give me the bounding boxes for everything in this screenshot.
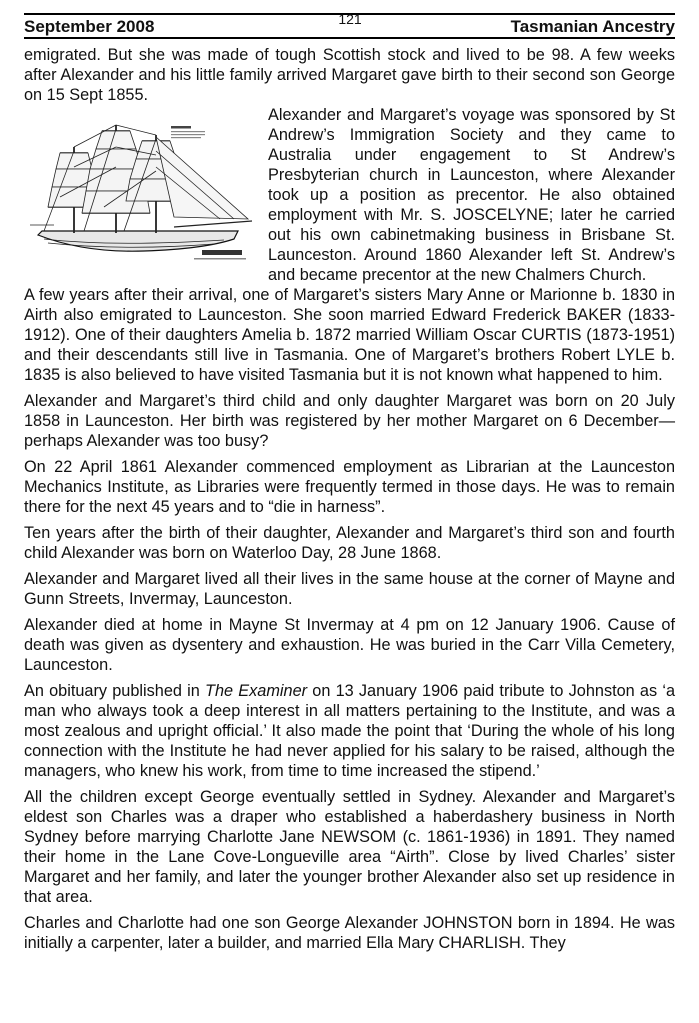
paragraph: Alexander and Margaret lived all their lives in the same house at the corner of Mayne and Gunn Streets, Invermay, Launceston. (24, 570, 675, 608)
header-rule-bottom (24, 37, 675, 39)
paragraph: emigrated. But she was made of tough Scottish stock and lived to be 98. A few weeks after Alexander and his little family arrived Margaret gave birth to their second son George on 15 Sept 1855. (24, 46, 675, 104)
paragraph: Ten years after the birth of their daughter, Alexander and Margaret’s third son and fourth child Alexander was born on Waterloo Day, 28 June 1868. (24, 524, 675, 562)
paragraph: On 22 April 1861 Alexander commenced employment as Librarian at the Launceston Mechanics Institute, as Libraries were frequently termed in those days. He was to remain there for the next 45 years and to “die in harness”. (24, 458, 675, 516)
paragraph: Charles and Charlotte had one son George Alexander JOHNSTON born in 1894. He was initially a carpenter, later a builder, and married Ella Mary CHARLISH. They (24, 914, 675, 952)
ship-illustration (24, 107, 260, 272)
paragraph: Alexander and Margaret’s third child and only daughter Margaret was born on 20 July 1858 in Launceston. Her birth was registered by her mother Margaret on 6 December—perhaps Alexander was too busy? (24, 392, 675, 450)
paragraph: All the children except George eventually settled in Sydney. Alexander and Margaret’s eldest son Charles was a draper who established a haberdashery business in North Sydney before marrying Charlotte Jane NEWSOM (c. 1861-1936) in 1891. They named their home in the Lane Cove-Longueville area “Airth”. Close by lived Charles’ sister Margaret and her family, and later the younger brother Alexander also set up residence in that area. (24, 788, 675, 906)
page-number: 121 (338, 11, 362, 27)
ship-drawing (24, 107, 260, 272)
paragraph: Alexander and Margaret’s voyage was sponsored by St Andrew’s Immigration Society and they came to Australia under engagement to St Andrew’s Presbyterian church in Launceston, where Alexander took up a position as precentor. He also obtained employment with Mr. S. JOSCELYNE; later he carried out his own cabinetmaking business in Brisbane St. Launceston. Around 1860 Alexander left St. Andrew’s and became precentor at the new Chalmers Church. (268, 106, 675, 284)
issue-date: September 2008 (24, 17, 155, 36)
obituary-paragraph (24, 681, 675, 781)
obituary-text: on 13 January 1906 paid tribute to Johnston as ‘a man who always took a deep interest in all matters pertaining to the Institute, and was a most zealous and upright official.’ It also made the point that ‘During the whole of his long connection with the Institute he had never applied for his salary to be raised, although the managers, who knew his work, from time to time increased the stipend.’ (24, 682, 675, 780)
paragraph: A few years after their arrival, one of Margaret’s sisters Mary Anne or Marionne b. 1830 in Airth also emigrated to Launceston. She soon married Edward Frederick BAKER (1833-1912). One of their daughters Amelia b. 1872 married William Oscar CURTIS (1873-1951) and their descendants still live in Tasmania. One of Margaret’s brothers Robert LYLE b. 1835 is also believed to have visited Tasmania but it is not known what happened to him. (24, 286, 675, 384)
article-body (24, 45, 675, 959)
newspaper-title: The Examiner (205, 682, 308, 700)
journal-title: Tasmanian Ancestry (510, 17, 675, 36)
obituary-prefix: An obituary published in (24, 682, 206, 700)
paragraph: Alexander died at home in Mayne St Invermay at 4 pm on 12 January 1906. Cause of death was given as dysentery and exhaustion. He was buried in the Carr Villa Cemetery, Launceston. (24, 616, 675, 674)
